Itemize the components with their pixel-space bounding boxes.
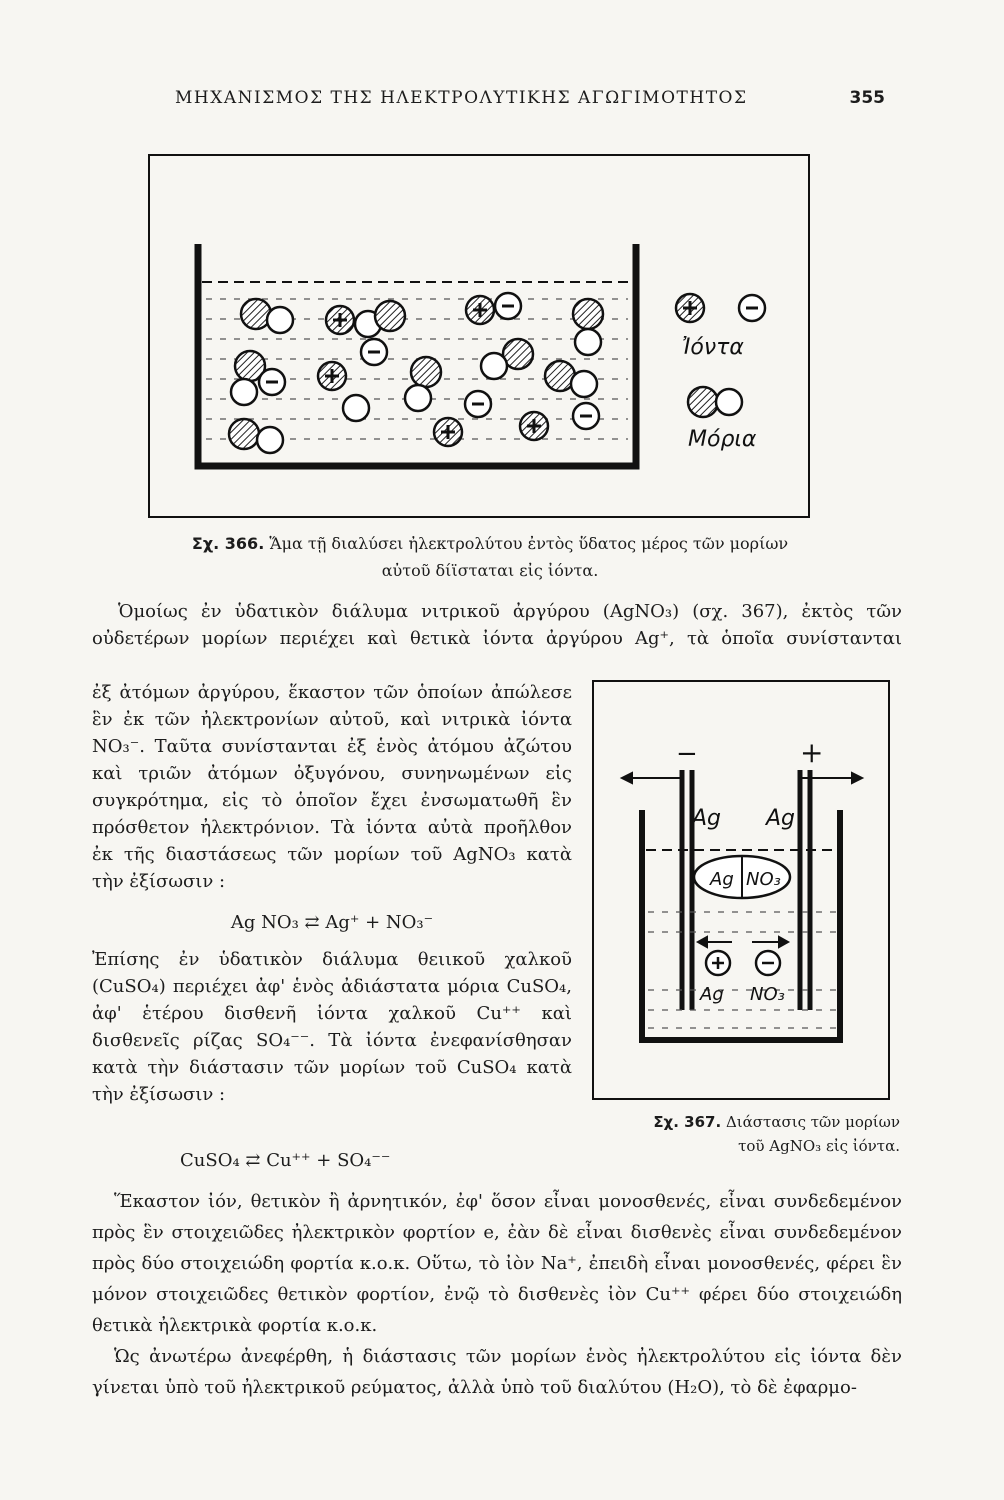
figure-366: [148, 154, 810, 518]
paragraph-4: Ὡς ἀνωτέρω ἀνεφέρθη, ἡ διάστασις τῶν μορίων ἑνὸς ἠλεκτρολύτου εἰς ἰόντα δὲν γίνεται ὑπὸ τοῦ ἠλεκτρικοῦ ρεύματος, ἀλλὰ ὑπὸ τοῦ διαλύτου (H₂O), τὸ δὲ ἐφαρμο-: [92, 1346, 902, 1398]
figure-367: [592, 680, 890, 1100]
mol-no3: NO₃: [746, 869, 781, 890]
label-ions: Ἰόντα: [682, 335, 744, 360]
equation-1: Ag NO₃ ⇄ Ag⁺ + NO₃⁻: [230, 912, 434, 933]
bottom-text: [92, 1186, 902, 1403]
caption-line: Ἅμα τῇ διαλύσει ἠλεκτρολύτου ἐντὸς ὕδατος μέρος τῶν μορίων: [269, 534, 789, 553]
ion-no3: NO₃: [750, 984, 785, 1005]
ion-arrows: [698, 937, 788, 947]
label-molecules: Μόρια: [688, 427, 757, 452]
mol-ag: Ag: [710, 869, 734, 890]
ion-ag: Ag: [700, 984, 724, 1005]
label-ag-left: Ag: [692, 806, 722, 831]
caption-line: Διάστασις τῶν μορίων: [725, 1113, 900, 1131]
page-number: 355: [849, 88, 885, 108]
paragraph-1-lines: [92, 598, 902, 652]
narrow-column: [92, 679, 572, 1108]
caption-label: Σχ. 366.: [191, 534, 265, 553]
caption-line: τοῦ AgNO₃ εἰς ἰόντα.: [738, 1137, 900, 1155]
figure-367-caption: [600, 1110, 900, 1158]
label-ag-right: Ag: [766, 806, 796, 831]
text-line: οὐδετέρων μορίων περιέχει καὶ θετικὰ ἰόντα ἀργύρου Ag⁺, τὰ ὁποῖα συνίστανται: [92, 628, 902, 649]
wire-arrows: [622, 773, 862, 783]
minus-sign: −: [676, 739, 698, 769]
plus-sign: +: [800, 736, 824, 769]
caption-line: αὐτοῦ δίϊσταται εἰς ἰόντα.: [381, 561, 599, 580]
running-header: [175, 88, 895, 108]
figure-366-caption: [150, 530, 830, 584]
ions-367: [706, 951, 780, 975]
paragraph-2: Ἐπίσης ἐν ὑδατικὸν διάλυμα θειικοῦ χαλκοῦ (CuSO₄) περιέχει ἀφ' ἑνὸς ἀδιάστατα μόρια CuSO₄, ἀφ' ἑτέρου δισθενῆ ἰόντα χαλκοῦ Cu⁺⁺ καὶ δισθενεῖς ρίζας SO₄⁻⁻. Τὰ ἰόντα ἐνεφανίσθησαν κατὰ τὴν διάστασιν τῶν μορίων τοῦ CuSO₄ κατὰ τὴν ἐξίσωσιν :: [92, 949, 572, 1105]
equation-2: CuSO₄ ⇄ Cu⁺⁺ + SO₄⁻⁻: [180, 1150, 391, 1171]
caption-label: Σχ. 367.: [653, 1113, 722, 1131]
text-line: Ὁμοίως ἐν ὑδατικὸν διάλυμα νιτρικοῦ ἀργύρου (AgNO₃) (σχ. 367), ἐκτὸς τῶν: [118, 601, 902, 622]
paragraph-3: Ἕκαστον ἰόν, θετικὸν ἢ ἀρνητικόν, ἐφ' ὅσον εἶναι μονοσθενές, εἶναι συνδεδεμένον πρὸς ἓν στοιχειῶδες ἠλεκτρικὸν φορτίον e, ἐὰν δὲ εἶναι δισθενὲς εἶναι συνδεδεμένον πρὸς δύο στοιχειώδη φορτία κ.ο.κ. Οὕτω, τὸ ἰὸν Na⁺, ἐπειδὴ εἶναι μονοσθενές, φέρει ἓν μόνον στοιχειῶδες θετικὸν φορτίον, ἐνῷ τὸ δισθενὲς ἰὸν Cu⁺⁺ φέρει δύο στοιχειώδη θετικὰ ἠλεκτρικὰ φορτία κ.ο.κ.: [92, 1191, 902, 1336]
running-title: ΜΗΧΑΝΙΣΜΟΣ ΤΗΣ ΗΛΕΚΤΡΟΛΥΤΙΚΗΣ ΑΓΩΓΙΜΟΤΗΤΟΣ: [175, 88, 748, 108]
paragraph-1-rest: ἐξ ἀτόμων ἀργύρου, ἕκαστον τῶν ὁποίων ἀπώλεσε ἓν ἐκ τῶν ἠλεκτρονίων αὐτοῦ, καὶ νιτρικὰ ἰόντα NO₃⁻. Ταῦτα συνίστανται ἐξ ἑνὸς ἀτόμου ἀζώτου καὶ τριῶν ἀτόμων ὀξυγόνου, συνηνωμένων εἰς συγκρότημα, εἰς τὸ ὁποῖον ἔχει ἐνσωματωθῆ ἓν πρόσθετον ἠλεκτρόνιον. Τὰ ἰόντα αὐτὰ προῆλθον ἐκ τῆς διαστάσεως τῶν μορίων τοῦ AgNO₃ κατὰ τὴν ἐξίσωσιν :: [92, 682, 572, 892]
